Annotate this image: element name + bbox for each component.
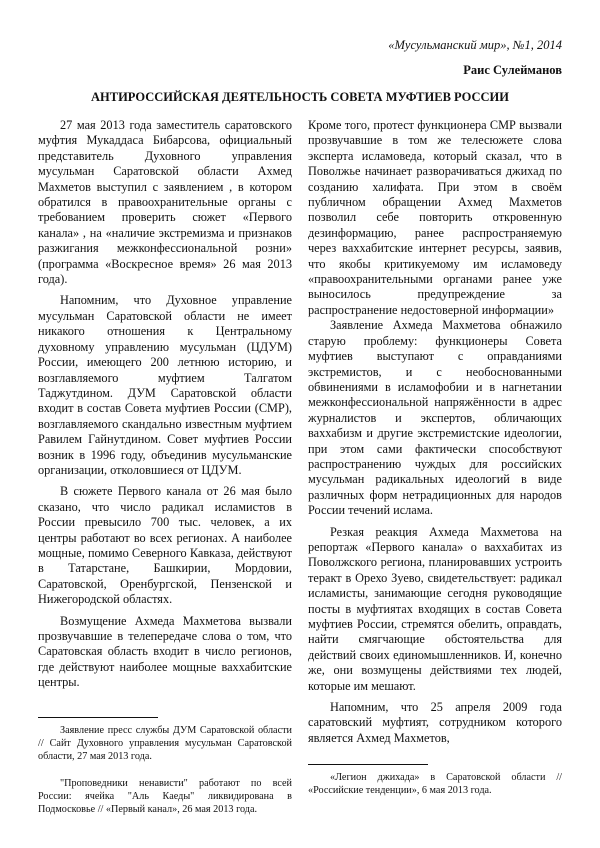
article-title: АНТИРОССИЙСКАЯ ДЕЯТЕЛЬНОСТЬ СОВЕТА МУФТИЕВ РОССИИ (91, 90, 509, 104)
footnote-rule (308, 764, 428, 765)
author-name: Раис Сулейманов (463, 63, 562, 77)
right-column (308, 118, 562, 797)
paragraph: Напомним, что Духовное управление мусульман Саратовской области не имеет никакого отношения к Центральному духовному управлению мусульман (ЦДУМ) России, имеющего 200 летнюю историю, и возглавляемого муфтием Талгатом Таджутдином. ДУМ Саратовской области входит в состав Совета муфтиев России (СМР), возглавляемого скандально известным муфтием Равилем Гайнутдином. Совет муфтиев России возник в 1996 году, объединив мусульманские организации, отколовшиеся от ЦДУМ. (38, 293, 292, 477)
journal-citation: «Мусульманский мир», №1, 2014 (388, 38, 562, 52)
footnote: Заявление пресс службы ДУМ Саратовской области // Сайт Духовного управления мусульман Саратовской области, 27 мая 2013 года. (38, 724, 292, 762)
paragraph: 27 мая 2013 года заместитель саратовского муфтия Мукаддаса Бибарсова, официальный представитель Духовного управления мусульман Саратовской области Ахмед Махметов выступил с заявлением , в котором обратился в правоохранительные органы с требованием проверить сюжет «Первого канала» , на «наличие экстремизма и признаков разжигания межконфессиональной розни» (программа «Воскресное время» 26 мая 2013 года). (38, 118, 292, 287)
footnote: "Проповедники ненависти" работают по всей России: ячейка "Аль Каеды" ликвидирована в Подмосковье // «Первый канал», 26 мая 2013 года. (38, 777, 292, 815)
paragraph: Возмущение Ахмеда Махметова вызвали прозвучавшие в телепередаче слова о том, что Саратовская область входит в число регионов, где действуют наиболее мощные ваххабитские центры. (38, 613, 292, 690)
paragraph: Заявление Ахмеда Махметова обнажило старую проблему: функционеры Совета муфтиев выступают с оправданиями экстремистов, и с необоснованными обвинениями в исламофобии и в нагнетании межконфессиональной напряжённости в адрес журналистов и экспертов, обличающих ваххабизм и другие экстремистские идеологии, при этом сами фактически способствуют распространению чуждых для российских мусульман радикальных идеологий в виде различных форм нетрадиционных для народов России течений ислама. (308, 318, 562, 518)
footnote: «Легион джихада» в Саратовской области // «Российские тенденции», 6 мая 2013 года. (308, 772, 562, 797)
paragraph: Напомним, что 25 апреля 2009 года саратовский муфтият, сотрудником которого является Ахмед Махметов, (308, 700, 562, 745)
footnote-rule (38, 717, 158, 718)
paragraph: В сюжете Первого канала от 26 мая было сказано, что число радикал исламистов в России превысило 700 тыс. человек, а их центры работают во всех регионах. А наиболее мощные, помимо Северного Кавказа, действуют в Татарстане, Башкирии, Мордовии, Саратовской, Оренбургской, Пензенской и Нижегородской областях. (38, 484, 292, 607)
paragraph: Резкая реакция Ахмеда Махметова на репортаж «Первого канала» о ваххабитах из Поволжского региона, планировавших устроить теракт в Орехо Зуево, свидетельствует: радикал исламисты, занимающие сегодня руководящие посты в муфтиятах входящих в состав Совета муфтиев России, стремятся обелить, оправдать, найти смягчающие обстоятельства для действий своих единомышленников. И, конечно же, они возмущены действиями тех людей, которые им мешают. (308, 524, 562, 693)
left-column (38, 118, 292, 816)
paragraph: Кроме того, протест функционера СМР вызвали прозвучавшие в том же телесюжете слова эксперта исламоведа, который сказал, что в Поволжье начинает разворачиваться джихад по созданию халифата. При этом в своём публичном обращении Ахмед Махметов позволил себе повторить откровенную дезинформацию, ранее распространяемую через ваххабитские интернет ресурсы, заявив, что якобы критикуемому им исламоведу «правоохранительными органами ранее уже выносилось предупреждение за распространение недостоверной информации» (308, 118, 562, 317)
